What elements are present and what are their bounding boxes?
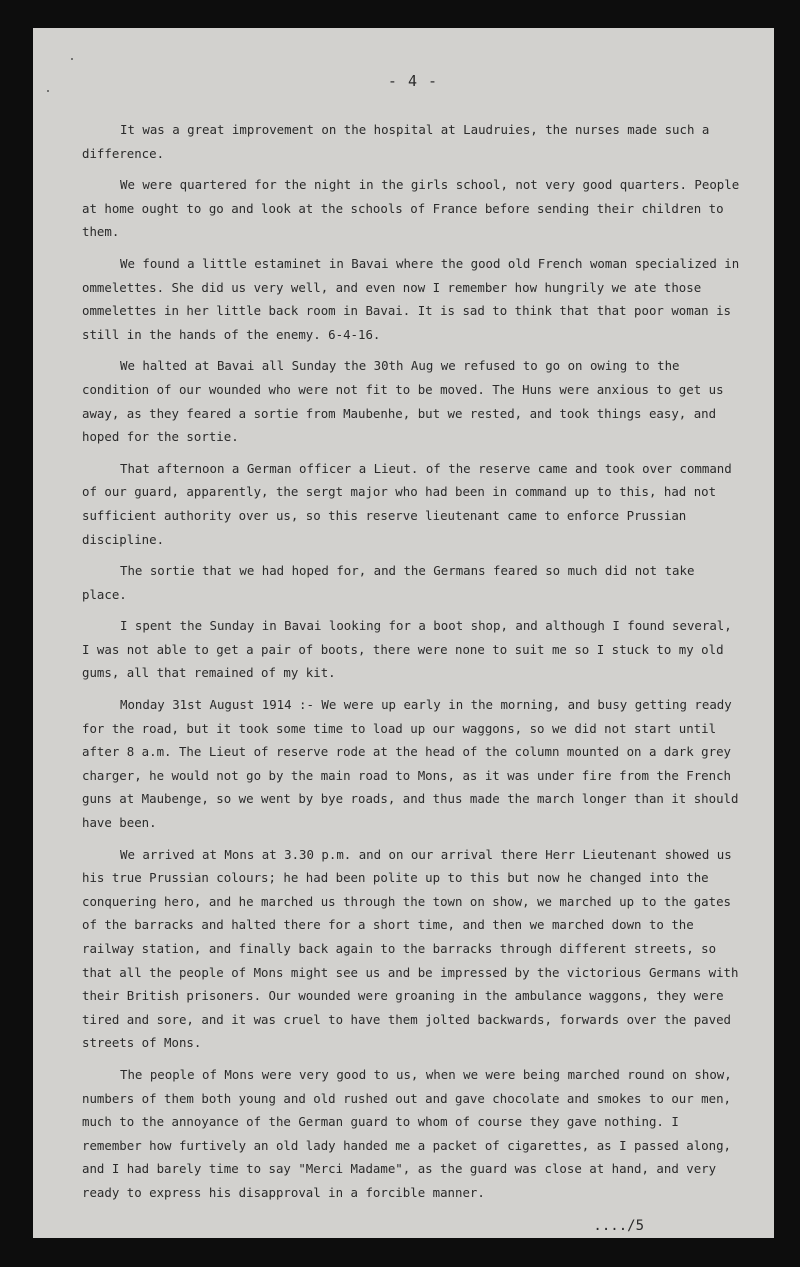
document-body — [82, 118, 742, 1213]
paragraph: We were quartered for the night in the girls school, not very good quarters. People at home ought to go and look at the schools of France before sending their children to them. — [82, 177, 740, 240]
paragraph: We found a little estaminet in Bavai where the good old French woman specialized in ommelettes. She did us very well, and even now I remember how hungrily we ate those ommelettes in her little back room in Bavai. It is sad to think that that poor woman is still in the hands of the enemy. 6-4-16. — [82, 255, 740, 342]
paragraph: We arrived at Mons at 3.30 p.m. and on our arrival there Herr Lieutenant showed us his true Prussian colours; he had been polite up to this but now he changed into the conquering hero, and he marched us through the town on show, we marched up to the gates of the barracks and halted there for a short time, and then we marched down to the railway station, and finally back again to the barracks through different streets, so that all the people of Mons might see us and be impressed by the victorious Germans with their British prisoners. Our wounded were groaning in the ambulance waggons, they were tired and sore, and it was cruel to have them jolted backwards, forwards over the paved streets of Mons. — [82, 846, 739, 1051]
paragraph: The people of Mons were very good to us, when we were being marched round on show, numbers of them both young and old rushed out and gave chocolate and smokes to our men, much to the annoyance of the German guard to whom of course they gave nothing. I remember how furtively an old lady handed me a packet of cigarettes, as I passed along, and I had barely time to say "Merci Madame", as the guard was close at hand, and very ready to express his disapproval in a forcible manner. — [82, 1066, 732, 1200]
paragraph: The sortie that we had hoped for, and the Germans feared so much did not take place. — [82, 563, 695, 602]
paragraph: Monday 31st August 1914 :- We were up early in the morning, and busy getting ready for the road, but it took some time to load up our waggons, so we did not start until after 8 a.m. The Lieut of reserve rode at the head of the column mounted on a dark grey charger, he would not go by the main road to Mons, as it was under fire from the French guns at Maubenge, so we went by bye roads, and thus made the march longer than it should have been. — [82, 697, 739, 831]
paragraph: It was a great improvement on the hospital at Laudruies, the nurses made such a difference. — [82, 122, 710, 161]
paragraph: We halted at Bavai all Sunday the 30th Aug we refused to go on owing to the condition of our wounded who were not fit to be moved. The Huns were anxious to get us away, as they feared a sortie from Maubenhe, but we rested, and took things easy, and hoped for the sortie. — [82, 358, 724, 445]
continued-marker: ..../5 — [593, 1218, 644, 1234]
paragraph: I spent the Sunday in Bavai looking for a boot shop, and although I found several, I was not able to get a pair of boots, there were none to suit me so I stuck to my old gums, all that remained of my kit. — [82, 618, 732, 681]
paper-speck — [71, 58, 73, 60]
document-page — [33, 28, 774, 1238]
paper-speck — [47, 90, 49, 92]
paragraph: That afternoon a German officer a Lieut. of the reserve came and took over command of our guard, apparently, the sergt major who had been in command up to this, had not sufficient authority over us, so this reserve lieutenant came to enforce Prussian discipline. — [82, 460, 732, 547]
page-number: - 4 - — [387, 72, 439, 90]
